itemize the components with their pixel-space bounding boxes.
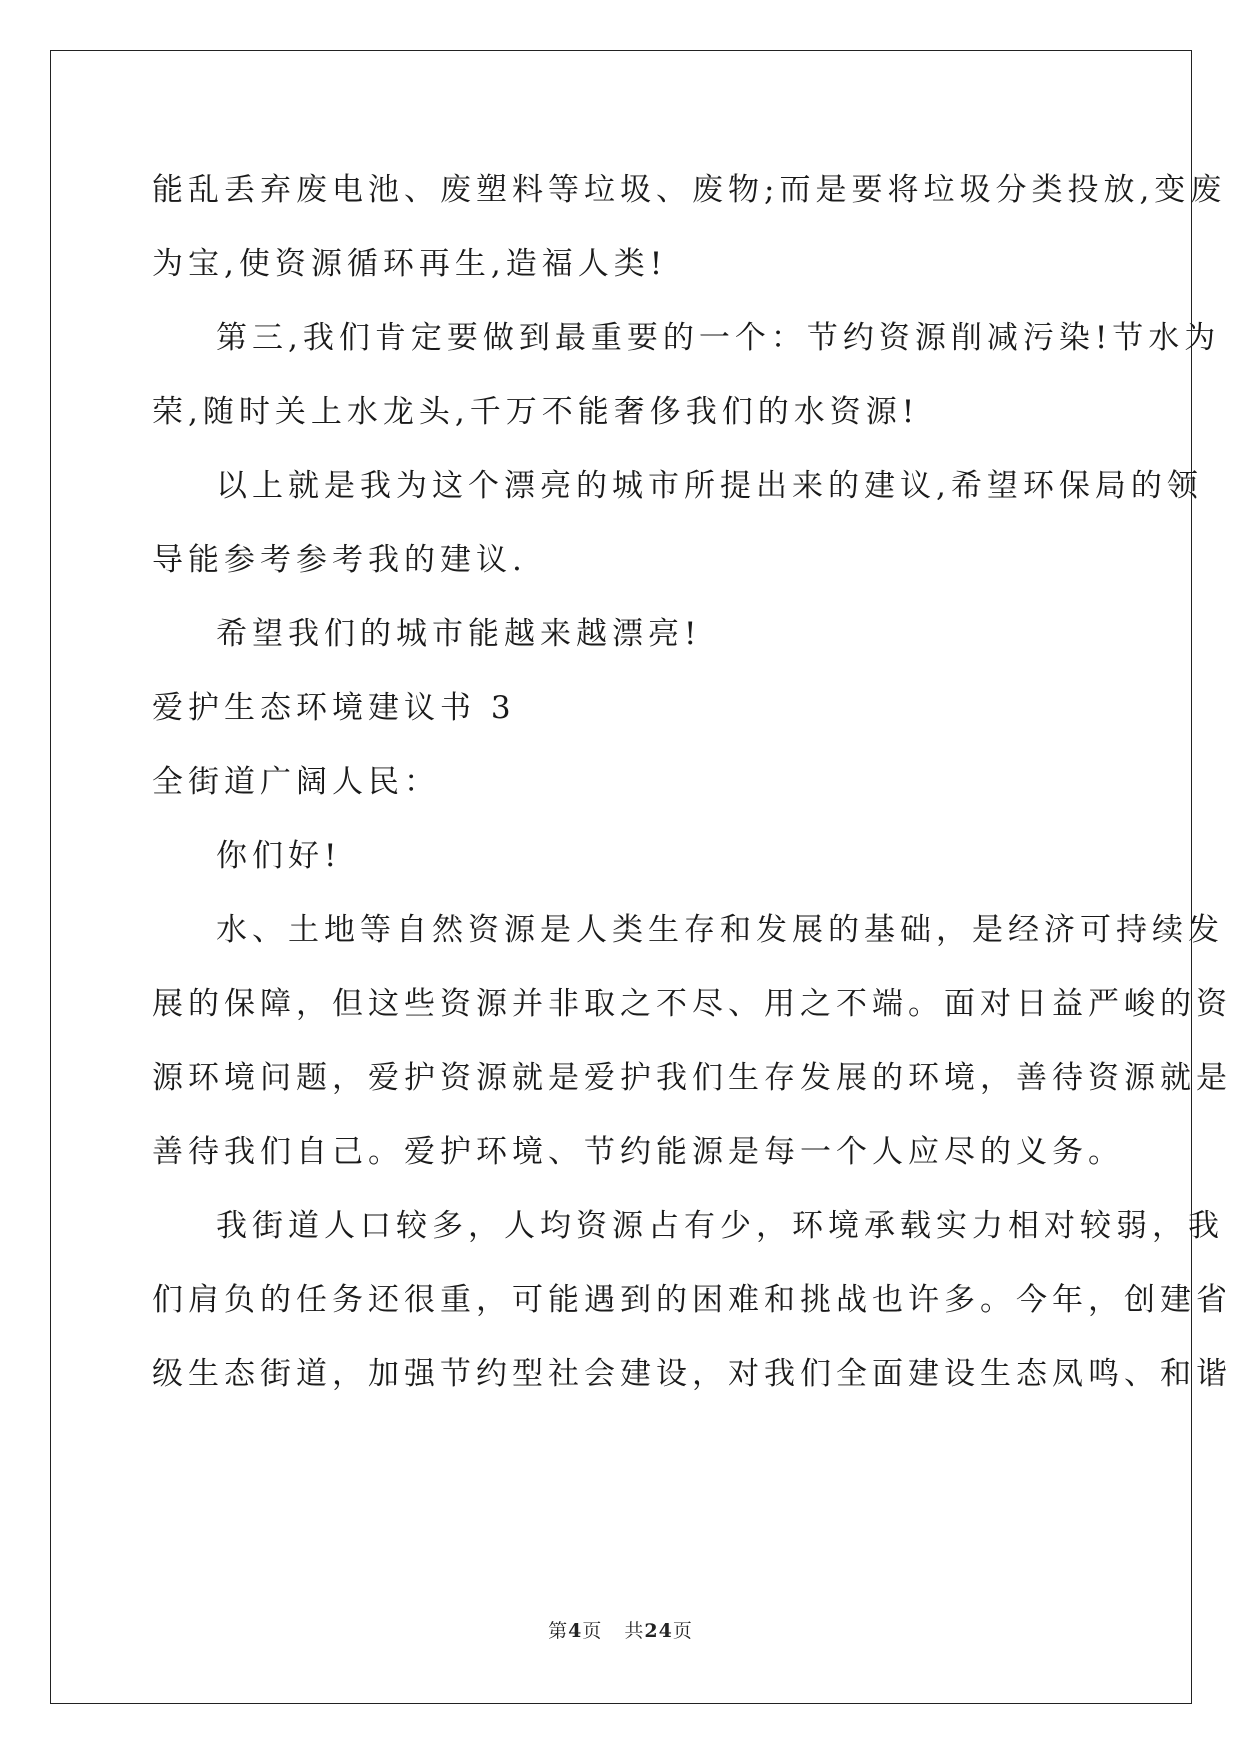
text-line: 为宝,使资源循环再生,造福人类! bbox=[152, 246, 668, 282]
section-heading: 爱护生态环境建议书 3 bbox=[152, 690, 516, 726]
text-line: 我街道人口较多，人均资源占有少，环境承载实力相对较弱，我 bbox=[216, 1208, 1224, 1244]
page-suffix: 页 bbox=[582, 1620, 603, 1642]
current-page-number: 4 bbox=[568, 1620, 583, 1642]
text-line: 第三,我们肯定要做到最重要的一个：节约资源削减污染!节水为 bbox=[216, 320, 1221, 356]
text-line: 荣,随时关上水龙头,千万不能奢侈我们的水资源! bbox=[152, 394, 920, 430]
total-page-count: 24 bbox=[644, 1620, 673, 1642]
text-line: 希望我们的城市能越来越漂亮! bbox=[216, 616, 702, 652]
page-border bbox=[50, 50, 1192, 1704]
total-suffix: 页 bbox=[672, 1620, 693, 1642]
text-line: 水、土地等自然资源是人类生存和发展的基础，是经济可持续发 bbox=[216, 912, 1224, 948]
text-line: 以上就是我为这个漂亮的城市所提出来的建议,希望环保局的领 bbox=[216, 468, 1203, 504]
text-line: 级生态街道，加强节约型社会建设，对我们全面建设生态凤鸣、和谐 bbox=[152, 1356, 1232, 1392]
text-line: 善待我们自己。爱护环境、节约能源是每一个人应尽的义务。 bbox=[152, 1134, 1124, 1170]
page-prefix: 第 bbox=[548, 1620, 569, 1642]
salutation: 全街道广阔人民： bbox=[152, 764, 440, 800]
greeting: 你们好! bbox=[216, 838, 342, 874]
text-line: 源环境问题，爱护资源就是爱护我们生存发展的环境，善待资源就是 bbox=[152, 1060, 1232, 1096]
text-line: 展的保障，但这些资源并非取之不尽、用之不端。面对日益严峻的资 bbox=[152, 986, 1232, 1022]
text-line: 们肩负的任务还很重，可能遇到的困难和挑战也许多。今年，创建省 bbox=[152, 1282, 1232, 1318]
total-prefix: 共 bbox=[624, 1620, 645, 1642]
page-footer bbox=[0, 1616, 1241, 1643]
text-line: 能乱丢弃废电池、废塑料等垃圾、废物;而是要将垃圾分类投放,变废 bbox=[152, 172, 1227, 208]
text-line: 导能参考参考我的建议. bbox=[152, 542, 527, 578]
